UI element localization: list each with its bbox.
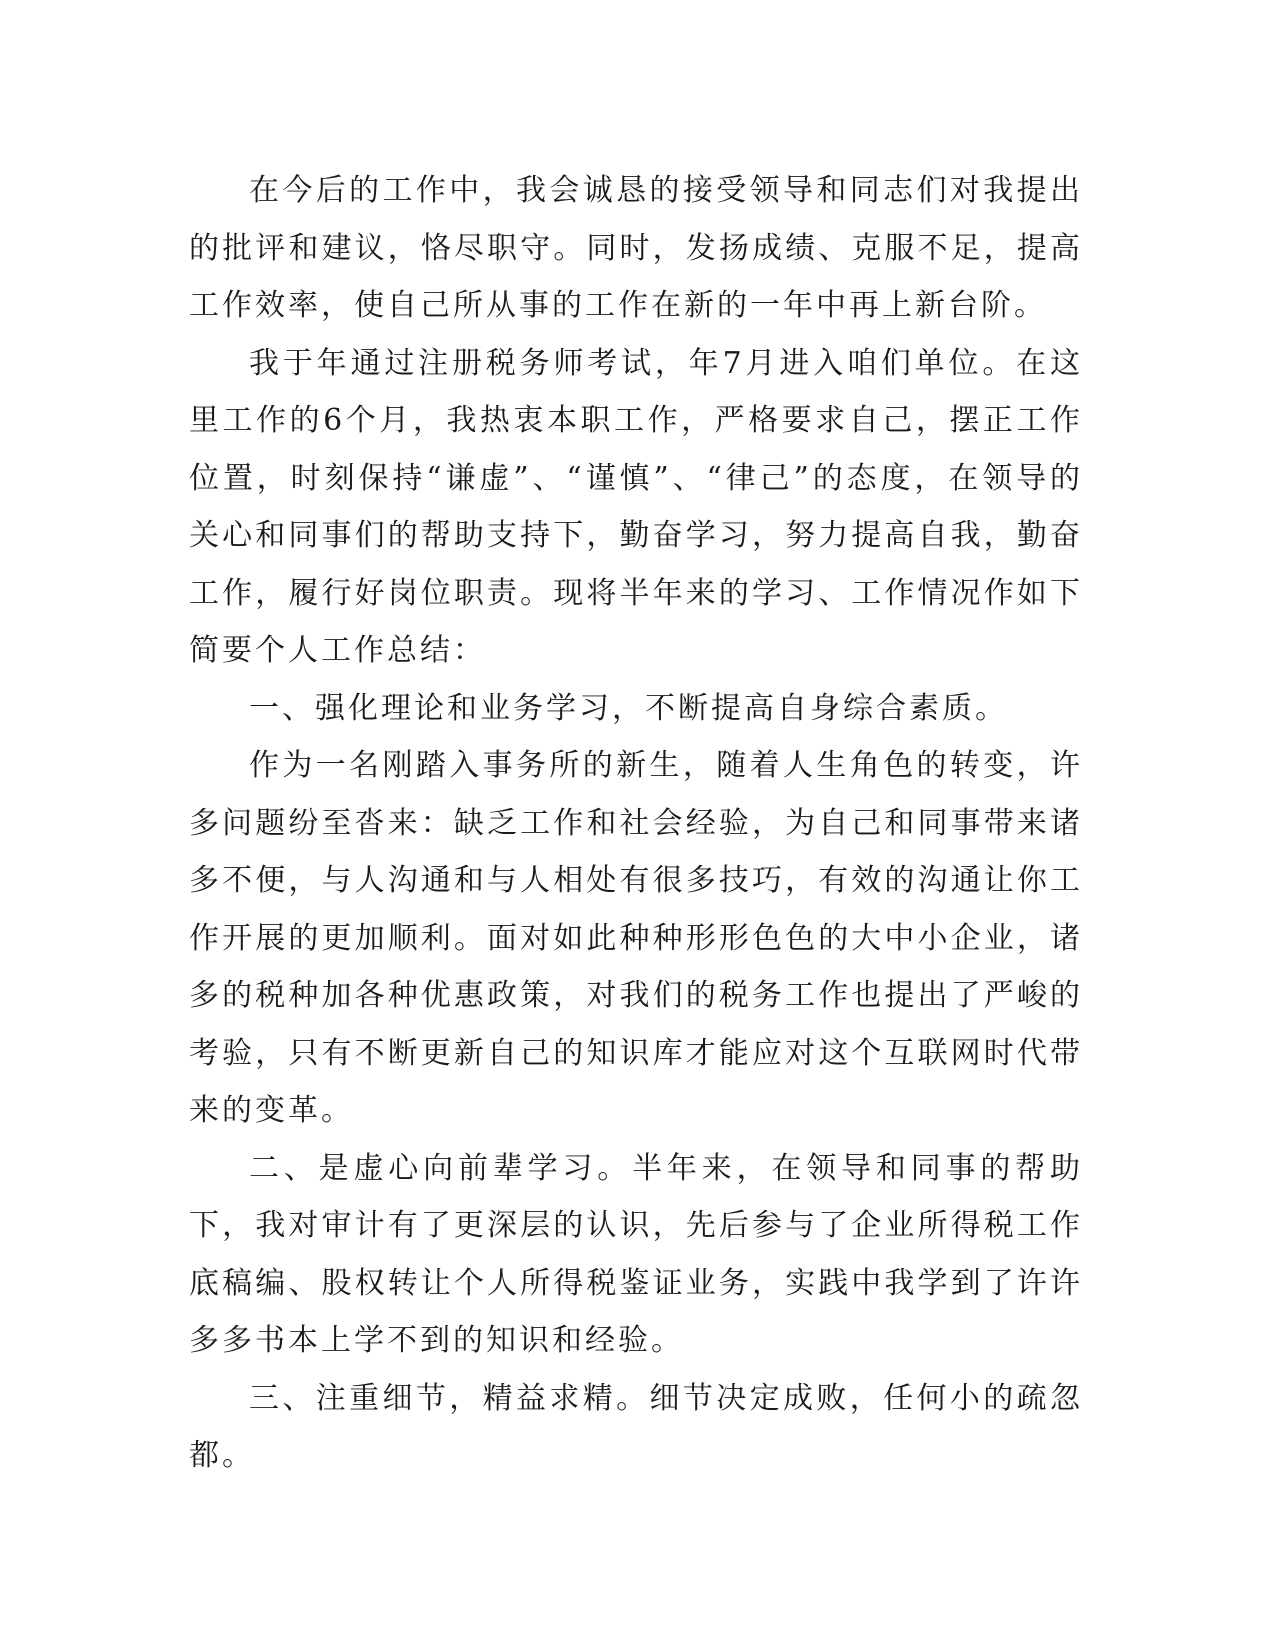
section-heading-1: 一、强化理论和业务学习，不断提高自身综合素质。 <box>249 690 1008 726</box>
paragraph-introduction: 我于年通过注册税务师考试，年7月进入咱们单位。在这里工作的6个月，我热衷本职工作，严格要求自己，摆正工作位置，时刻保持“谦虚”、“谨慎”、“律己”的态度，在领导的关心和同事们的帮助支持下，勤奋学习，努力提高自我，勤奋工作，履行好岗位职责。现将半年来的学习、工作情况作如下简要个人工作总结： <box>189 345 1083 668</box>
section-heading-3: 三、注重细节，精益求精。细节决定成败，任何小的疏忽都。 <box>189 1380 1083 1473</box>
section-heading-2: 二、是虚心向前辈学习。半年来，在领导和同事的帮助下，我对审计有了更深层的认识，先后参与了企业所得税工作底稿编、股权转让个人所得税鉴证业务，实践中我学到了许许多多书本上学不到的知识和经验。 <box>189 1150 1083 1358</box>
paragraph-section-1-body: 作为一名刚踏入事务所的新生，随着人生角色的转变，许多问题纷至沓来：缺乏工作和社会经验，为自己和同事带来诸多不便，与人沟通和与人相处有很多技巧，有效的沟通让你工作开展的更加顺利。面对如此种种形形色色的大中小企业，诸多的税种加各种优惠政策，对我们的税务工作也提出了严峻的考验，只有不断更新自己的知识库才能应对这个互联网时代带来的变革。 <box>189 748 1083 1128</box>
paragraph-closing-remarks: 在今后的工作中，我会诚恳的接受领导和同志们对我提出的批评和建议，恪尽职守。同时，发扬成绩、克服不足，提高工作效率，使自己所从事的工作在新的一年中再上新台阶。 <box>189 173 1083 323</box>
document-body <box>189 162 1083 1485</box>
